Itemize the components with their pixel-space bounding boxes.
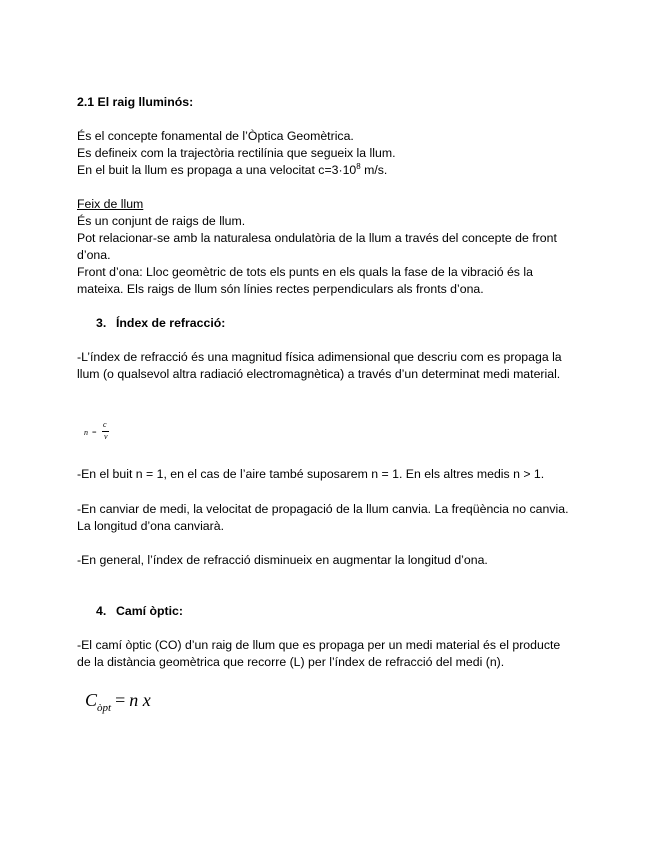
speed-unit: m/s.	[360, 163, 388, 177]
section-2-1-paragraph-2: Es defineix com la trajectòria rectilínia que segueix la llum.	[77, 146, 396, 160]
section-3-paragraph-3: -En canviar de medi, la velocitat de propagació de la llum canvia. La freqüència no canvia. La longitud d’ona canviarà.	[77, 502, 569, 533]
feix-paragraph-3: Front d’ona: Lloc geomètric de tots els punts en els quals la fase de la vibració és la mateixa. Els raigs de llum són línies rectes perpendiculars als fronts d’ona.	[77, 265, 533, 296]
formula-n: n	[84, 428, 88, 437]
formula-equals-2: =	[115, 690, 126, 710]
optical-path-formula	[85, 690, 205, 720]
feix-section	[77, 196, 577, 298]
refractive-index-formula	[84, 420, 124, 446]
formula-numerator: c	[103, 420, 107, 429]
section-2-1-body	[77, 128, 577, 179]
formula-subscript: òpt	[97, 702, 112, 714]
feix-paragraph-2: Pot relacionar-se amb la naturalesa ondulatòria de la llum a través del concepte de front d’ona.	[77, 231, 557, 262]
speed-exponent: 8	[356, 161, 361, 171]
section-2-1-title: 2.1 El raig lluminós:	[77, 95, 194, 109]
formula-c-symbol: C	[85, 690, 98, 710]
formula-rhs: n x	[129, 690, 151, 710]
section-4-number: 4.	[96, 604, 107, 618]
section-3-paragraph-1: -L’índex de refracció és una magnitud física adimensional que descriu com es propaga la llum (o qualsevol altra radiació electromagnètica) a través d’un determinat medi material.	[77, 350, 562, 381]
formula-equals: =	[92, 428, 97, 437]
section-4-heading	[96, 603, 596, 620]
feix-paragraph-1: És un conjunt de raigs de llum.	[77, 214, 246, 228]
section-3-paragraph-4: -En general, l’índex de refracció disminueix en augmentar la longitud d’ona.	[77, 553, 488, 567]
section-2-1-paragraph-1: És el concepte fonamental de l’Òptica Geomètrica.	[77, 129, 354, 143]
section-3-title: Índex de refracció:	[116, 316, 226, 330]
section-3-heading	[96, 315, 596, 332]
section-4-paragraph-1: -El camí òptic (CO) d’un raig de llum que es propaga per un medi material és el producte de la distància geomètrica que recorre (L) per l’índex de refracció del medi (n).	[77, 638, 561, 669]
section-3-number: 3.	[96, 316, 107, 330]
formula-denominator: v	[104, 432, 108, 441]
speed-text: En el buit la llum es propaga a una velocitat c=3·10	[77, 163, 357, 177]
section-3-paragraph-2: -En el buit n = 1, en el cas de l’aire també suposarem n = 1. En els altres medis n > 1.	[77, 467, 545, 481]
section-4-title: Camí òptic:	[116, 604, 183, 618]
section-2-1-paragraph-3	[77, 162, 577, 179]
feix-title: Feix de llum	[77, 197, 144, 211]
